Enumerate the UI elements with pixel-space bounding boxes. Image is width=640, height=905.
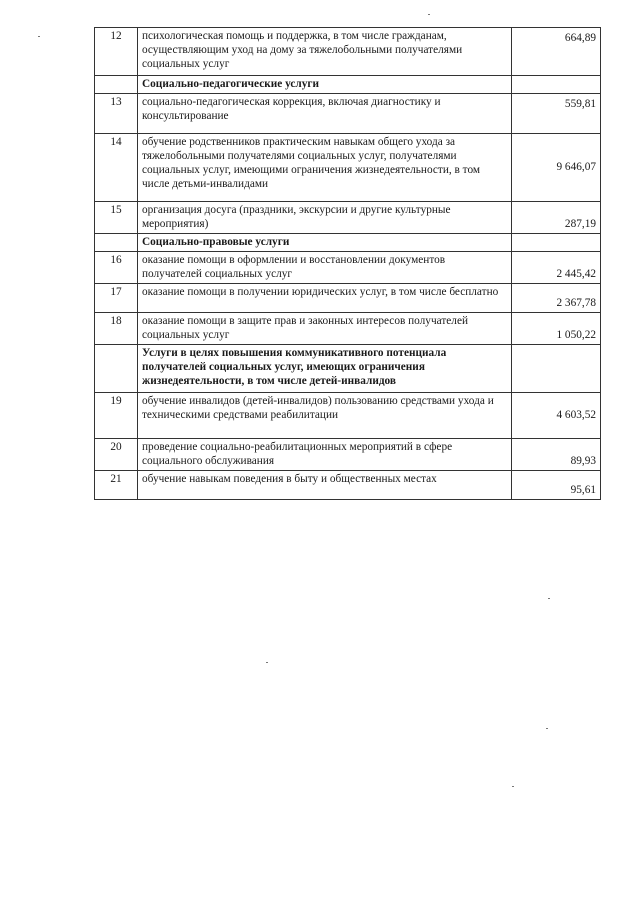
table-row: [95, 284, 601, 313]
service-name: обучение родственников практическим навыкам общего ухода за тяжелобольными получателями социальных услуг, получателями социальных услуг, имеющими ограничения жизнедеятельности, в том числе детьми-инвалидами: [138, 134, 512, 202]
section-price-cell: [512, 345, 601, 393]
section-header-row: [95, 234, 601, 252]
table-row: [95, 439, 601, 471]
row-number: 16: [95, 252, 138, 284]
service-name: организация досуга (праздники, экскурсии и другие культурные мероприятия): [138, 202, 512, 234]
service-price: 2 445,42: [512, 252, 601, 284]
section-title: Социально-педагогические услуги: [138, 76, 512, 94]
section-num-cell: [95, 345, 138, 393]
table-row: [95, 252, 601, 284]
service-name: социально-педагогическая коррекция, включая диагностику и консультирование: [138, 94, 512, 134]
table-row: [95, 94, 601, 134]
service-name: психологическая помощь и поддержка, в том числе гражданам, осуществляющим уход на дому за тяжелобольными получателями социальных услуг: [138, 28, 512, 76]
scan-speck: [546, 728, 548, 729]
table-row: [95, 202, 601, 234]
table-row: [95, 28, 601, 76]
service-price: 9 646,07: [512, 134, 601, 202]
service-name: оказание помощи в защите прав и законных интересов получателей социальных услуг: [138, 313, 512, 345]
row-number: 19: [95, 393, 138, 439]
row-number: 21: [95, 471, 138, 500]
scan-speck: [266, 662, 268, 663]
service-price: 664,89: [512, 28, 601, 76]
section-price-cell: [512, 234, 601, 252]
table-row: [95, 313, 601, 345]
scan-speck: [428, 14, 430, 15]
services-price-table: [94, 27, 601, 500]
service-name: проведение социально-реабилитационных мероприятий в сфере социального обслуживания: [138, 439, 512, 471]
service-name: обучение навыкам поведения в быту и общественных местах: [138, 471, 512, 500]
section-price-cell: [512, 76, 601, 94]
section-title: Социально-правовые услуги: [138, 234, 512, 252]
row-number: 17: [95, 284, 138, 313]
row-number: 18: [95, 313, 138, 345]
service-price: 95,61: [512, 471, 601, 500]
section-num-cell: [95, 76, 138, 94]
section-num-cell: [95, 234, 138, 252]
section-header-row: [95, 345, 601, 393]
service-price: 287,19: [512, 202, 601, 234]
service-price: 559,81: [512, 94, 601, 134]
section-header-row: [95, 76, 601, 94]
table-row: [95, 134, 601, 202]
scan-speck: [548, 598, 550, 599]
table-body: [95, 28, 601, 500]
section-title: Услуги в целях повышения коммуникативного потенциала получателей социальных услуг, имеющих ограничения жизнедеятельности, в том числе детей-инвалидов: [138, 345, 512, 393]
row-number: 15: [95, 202, 138, 234]
scan-speck: [38, 36, 40, 37]
service-name: обучение инвалидов (детей-инвалидов) пользованию средствами ухода и техническими средствами реабилитации: [138, 393, 512, 439]
service-price: 1 050,22: [512, 313, 601, 345]
row-number: 13: [95, 94, 138, 134]
scan-speck: [512, 786, 514, 787]
service-price: 4 603,52: [512, 393, 601, 439]
table-row: [95, 471, 601, 500]
row-number: 12: [95, 28, 138, 76]
service-name: оказание помощи в оформлении и восстановлении документов получателей социальных услуг: [138, 252, 512, 284]
service-price: 2 367,78: [512, 284, 601, 313]
service-price: 89,93: [512, 439, 601, 471]
row-number: 14: [95, 134, 138, 202]
service-name: оказание помощи в получении юридических услуг, в том числе бесплатно: [138, 284, 512, 313]
table-row: [95, 393, 601, 439]
row-number: 20: [95, 439, 138, 471]
